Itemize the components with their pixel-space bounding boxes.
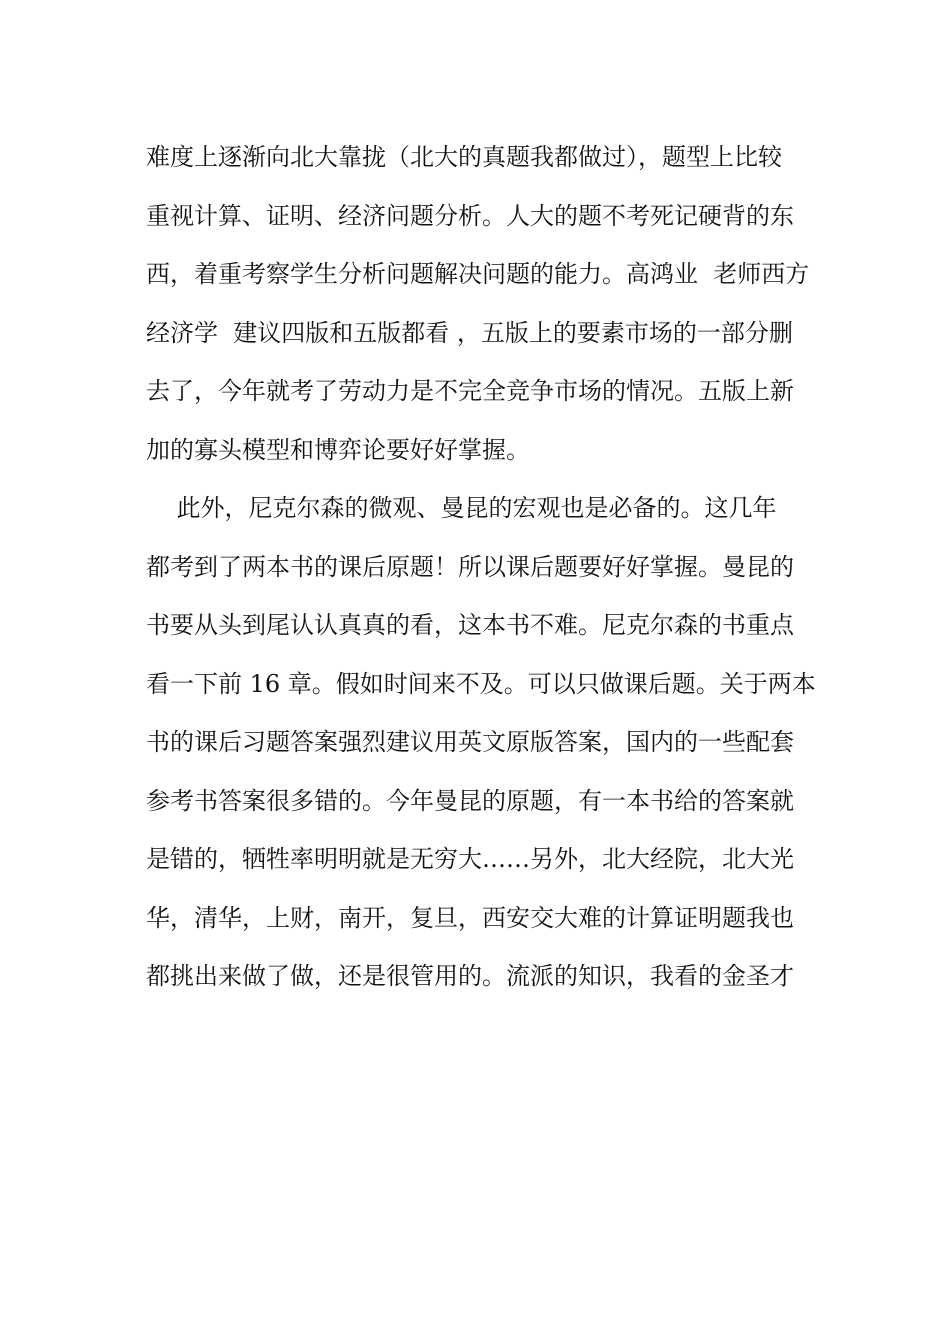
body-text bbox=[146, 128, 816, 1006]
text-line: 此外，尼克尔森的微观、曼昆的宏观也是必备的。这几年 bbox=[146, 494, 777, 522]
text-line: 都挑出来做了做，还是很管用的。流派的知识，我看的金圣才 bbox=[146, 962, 794, 990]
text-line: 参考书答案很多错的。今年曼昆的原题，有一本书给的答案就 bbox=[146, 786, 794, 815]
text-line: 西，着重考察学生分析问题解决问题的能力。高鸿业 老师西方 bbox=[146, 260, 810, 288]
text-line: 书要从头到尾认认真真的看，这本书不难。尼克尔森的书重点 bbox=[146, 611, 794, 639]
text-line: 看一下前 16 章。假如时间来不及。可以只做课后题。关于两本 bbox=[146, 669, 816, 698]
text-line: 重视计算、证明、经济问题分析。人大的题不考死记硬背的东 bbox=[146, 201, 794, 230]
text-line: 难度上逐渐向北大靠拢（北大的真题我都做过），题型上比较 bbox=[146, 143, 782, 171]
text-line: 是错的，牺牲率明明就是无穷大……另外，北大经院，北大光 bbox=[146, 845, 794, 873]
text-line: 去了，今年就考了劳动力是不完全竞争市场的情况。五版上新 bbox=[146, 377, 794, 405]
text-line: 华，清华，上财，南开，复旦，西安交大难的计算证明题我也 bbox=[146, 903, 794, 932]
text-line: 都考到了两本书的课后原题！所以课后题要好好掌握。曼昆的 bbox=[146, 552, 794, 581]
text-line: 经济学 建议四版和五版都看 ，五版上的要素市场的一部分删 bbox=[146, 318, 793, 347]
text-line: 加的寡头模型和博弈论要好好掌握。 bbox=[146, 435, 530, 464]
text-line: 书的课后习题答案强烈建议用英文原版答案，国内的一些配套 bbox=[146, 728, 794, 756]
